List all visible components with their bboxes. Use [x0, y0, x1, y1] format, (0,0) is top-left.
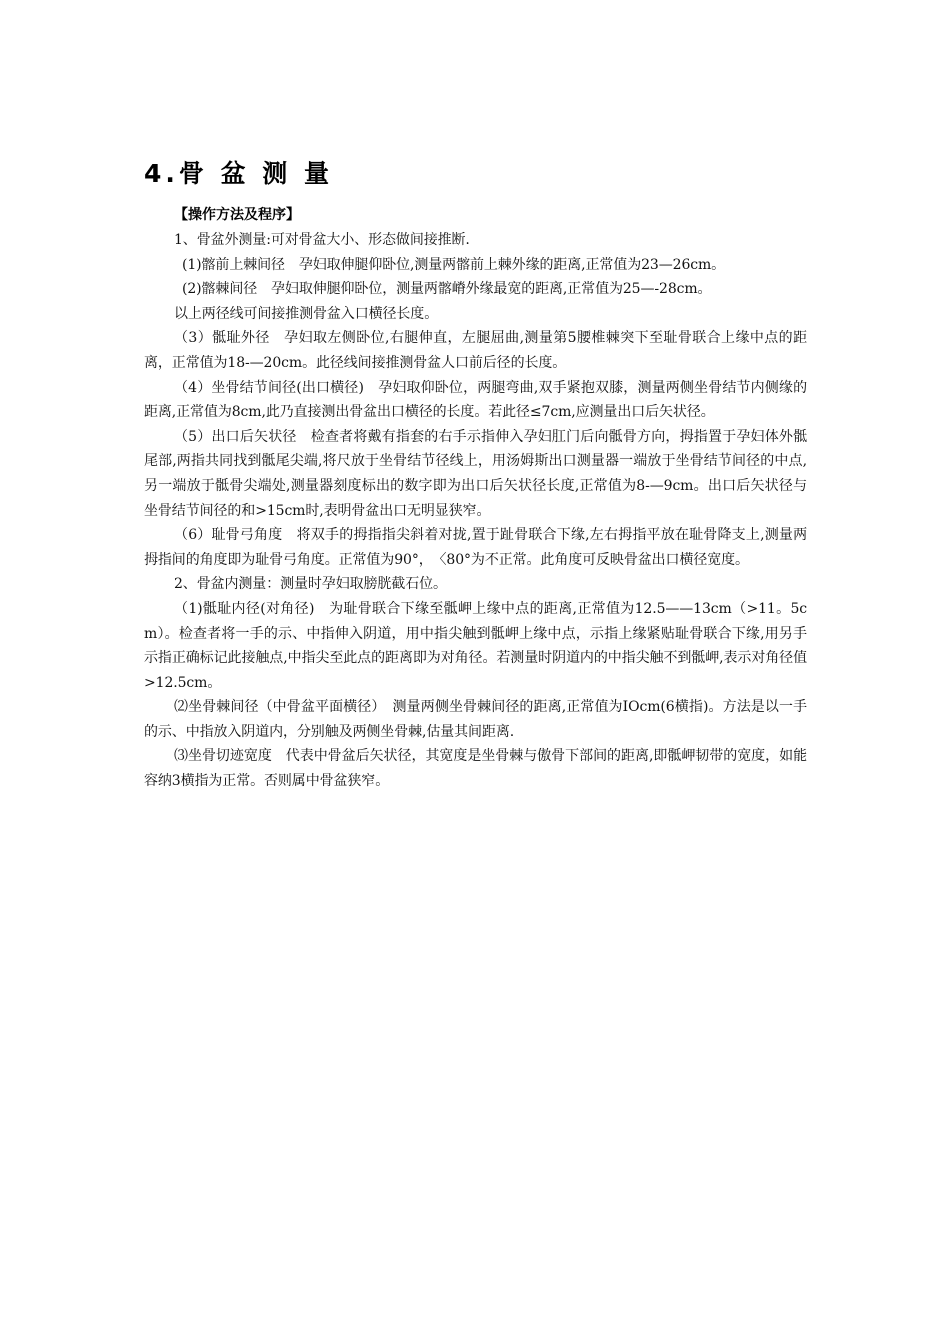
paragraph-external-conjugate: （3）骶耻外径 孕妇取左侧卧位,右腿伸直，左腿屈曲,测量第5腰椎棘突下至耻骨联合上缘中点的距离，正常值为18-—20cm。此径线间接推测骨盆人口前后径的长度。	[144, 330, 807, 371]
paragraph-interspinous-diameter: (1)髂前上棘间径 孕妇取伸腿仰卧位,测量两髂前上棘外缘的距离,正常值为23—26cm。	[182, 256, 726, 273]
paragraph-external-measurement: 1、骨盆外测量:可对骨盆大小、形态做间接推断.	[174, 232, 470, 248]
paragraph-sciatic-notch: ⑶坐骨切迹宽度 代表中骨盆后矢状径，其宽度是坐骨棘与傲骨下部间的距离,即骶岬韧带的宽度，如能容纳3横指为正常。否则属中骨盆狭窄。	[144, 748, 807, 790]
paragraph-intertuberous-diameter: （4）坐骨结节间径(出口横径) 孕妇取仰卧位，两腿弯曲,双手紧抱双膝，测量两侧坐骨结节内侧缘的距离,正常值为8cm,此乃直接测出骨盆出口横径的长度。若此径≤7cm,应测量出口后矢状径。	[144, 379, 807, 421]
paragraph-interspinous-ischial: ⑵坐骨棘间径（中骨盆平面横径） 测量两侧坐骨棘间径的距离,正常值为IOcm(6横指)。方法是以一手的示、中指放入阴道内，分别触及两侧坐骨棘,估量其间距离.	[144, 699, 807, 740]
section-heading: 【操作方法及程序】	[174, 207, 300, 223]
document-body	[144, 150, 807, 794]
paragraph-inlet-note: 以上两径线可间接推测骨盆入口横径长度。	[174, 305, 439, 322]
paragraph-posterior-sagittal: （5）出口后矢状径 检查者将戴有指套的右手示指伸入孕妇肛门后向骶骨方向，拇指置于孕妇体外骶尾部,两指共同找到骶尾尖端,将尺放于坐骨结节径线上，用汤姆斯出口测量器一端放于坐骨结节间径的中点,另一端放于骶骨尖端处,测量器刻度标出的数字即为出口后矢状径长度,正常值为8-—9cm。出口后矢状径与坐骨结节间径的和>15cm时,表明骨盆出口无明显狭窄。	[144, 428, 807, 519]
document-title: 4.骨 盆 测 量	[144, 159, 334, 188]
paragraph-diagonal-conjugate: （1)骶耻内径(对角径) 为耻骨联合下缘至骶岬上缘中点的距离,正常值为12.5——13cm（>11。5cm）。检查者将一手的示、中指伸入阴道，用中指尖触到骶岬上缘中点，示指上缘紧贴耻骨联合下缘,用另手示指正确标记此接触点,中指尖至此点的距离即为对角径。若测量时阴道内的中指尖触不到骶岬,表示对角径值>12.5cm。	[144, 600, 807, 691]
paragraph-intercristal-diameter: (2)髂棘间径 孕妇取伸腿仰卧位，测量两髂嵴外缘最宽的距离,正常值为25—-28cm。	[182, 281, 712, 298]
paragraph-internal-measurement: 2、骨盆内测量：测量时孕妇取膀胱截石位。	[174, 576, 447, 593]
paragraph-pubic-arch-angle: （6）耻骨弓角度 将双手的拇指指尖斜着对拢,置于趾骨联合下缘,左右拇指平放在耻骨降支上,测量两拇指间的角度即为耻骨弓角度。正常值为90°， 〈80°为不正常。此角度可反映骨盆出口横径宽度。	[144, 527, 807, 568]
